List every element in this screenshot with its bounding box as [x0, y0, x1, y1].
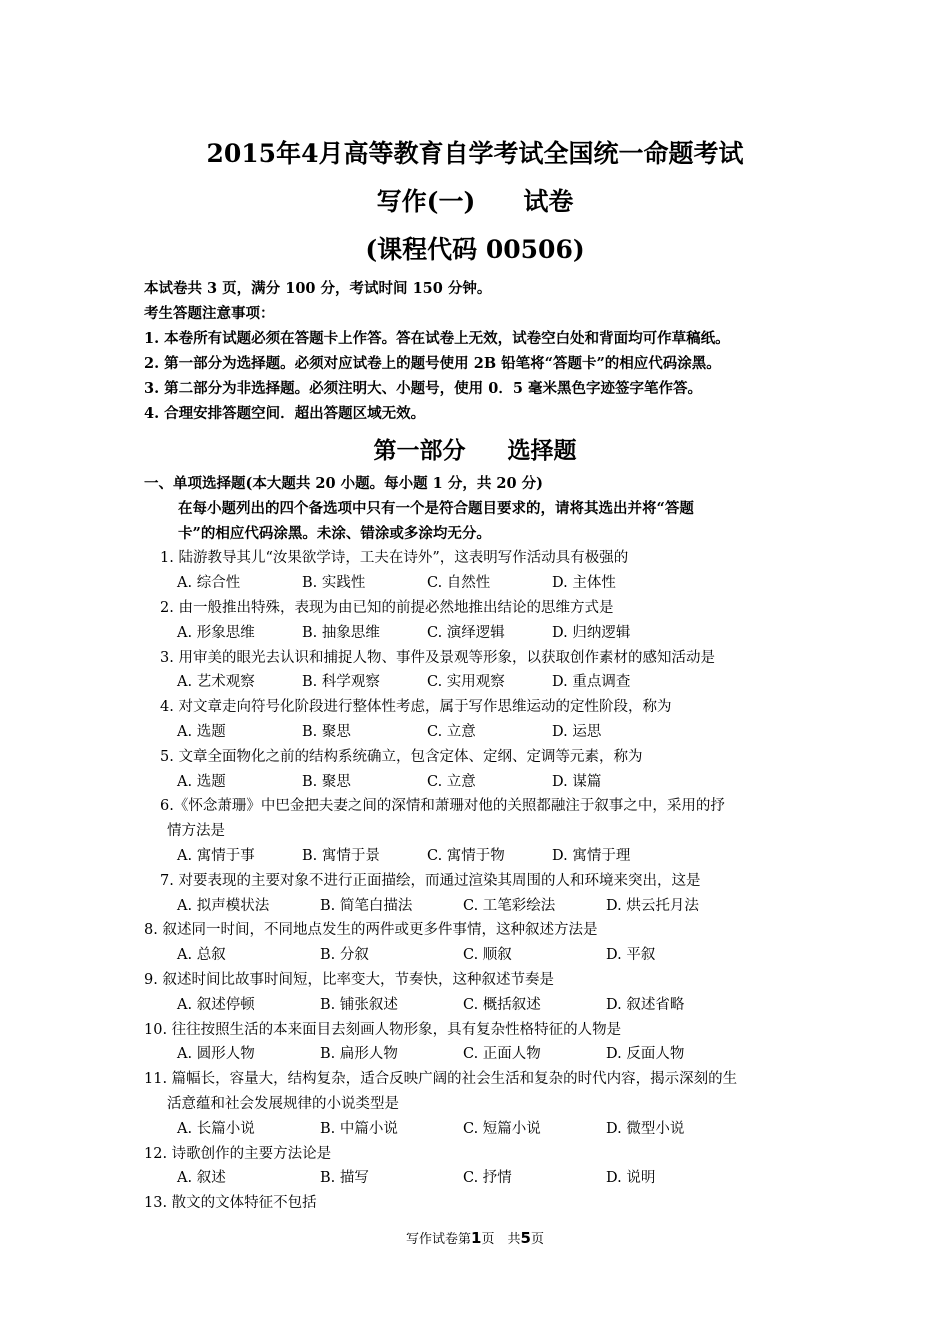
question-stem-continued: 情方法是 — [167, 823, 225, 840]
option: B. 描写 — [320, 1170, 369, 1187]
question-stem: 4. 对文章走向符号化阶段进行整体性考虑，属于写作思维运动的定性阶段，称为 — [160, 699, 672, 716]
notice-item: 3. 第二部分为非选择题。必须注明大、小题号，使用 0．5 毫米黑色字迹签字笔作答。 — [144, 380, 702, 397]
options-row — [144, 844, 824, 869]
paper-label: 试卷 — [523, 187, 574, 216]
option: B. 铺张叙述 — [320, 996, 398, 1013]
option: B. 聚思 — [302, 773, 351, 790]
footer-suffix: 页 — [530, 1232, 544, 1247]
page-number: 1 — [471, 1229, 482, 1247]
option: A. 圆形人物 — [177, 1046, 255, 1063]
option: D. 反面人物 — [606, 1046, 685, 1063]
option: C. 短篇小说 — [463, 1120, 541, 1137]
options-row — [144, 571, 824, 596]
option: B. 抽象思维 — [302, 624, 380, 641]
options-row — [144, 670, 824, 695]
option: D. 重点调查 — [552, 674, 631, 691]
option: B. 实践性 — [302, 575, 366, 592]
question-stem: 11. 篇幅长，容量大，结构复杂，适合反映广阔的社会生活和复杂的时代内容，揭示深刻的生 — [144, 1071, 738, 1088]
options-row — [144, 943, 824, 968]
option: D. 运思 — [552, 723, 602, 740]
options-row — [144, 894, 824, 919]
option: C. 演绎逻辑 — [427, 624, 505, 641]
footer-mid: 页 共 — [481, 1232, 521, 1247]
option: C. 工笔彩绘法 — [463, 897, 556, 914]
option: A. 寓情于事 — [177, 847, 255, 864]
question-stem: 3. 用审美的眼光去认识和捕捉人物、事件及景观等形象，以获取创作素材的感知活动是 — [160, 649, 715, 666]
options-row — [144, 1166, 824, 1191]
question-list — [144, 472, 824, 1216]
option: A. 选题 — [177, 723, 226, 740]
options-row — [144, 1117, 824, 1142]
option: D. 平叙 — [606, 947, 656, 964]
options-row — [144, 621, 824, 646]
option: B. 简笔白描法 — [320, 897, 413, 914]
question-stem: 12. 诗歌创作的主要方法论是 — [144, 1145, 332, 1162]
exam-title: 2015年4月高等教育自学考试全国统一命题考试 — [206, 139, 744, 168]
page-footer — [0, 1228, 950, 1247]
footer-prefix: 写作试卷第 — [406, 1232, 472, 1247]
notice-item: 2. 第一部分为选择题。必须对应试卷上的题号使用 2B 铅笔将“答题卡”的相应代码涂黑。 — [144, 355, 721, 372]
option: C. 正面人物 — [463, 1046, 541, 1063]
option: B. 聚思 — [302, 723, 351, 740]
option: A. 长篇小说 — [177, 1120, 255, 1137]
question-stem: 8. 叙述同一时间，不同地点发生的两件或更多件事情，这种叙述方法是 — [144, 922, 598, 939]
question-stem: 6.《怀念萧珊》中巴金把夫妻之间的深情和萧珊对他的关照都融注于叙事之中，采用的抒 — [160, 798, 725, 815]
instructions: 卡”的相应代码涂黑。未涂、错涂或多涂均无分。 — [178, 524, 491, 542]
option: B. 分叙 — [320, 947, 369, 964]
option: D. 归纳逻辑 — [552, 624, 631, 641]
option: D. 微型小说 — [606, 1120, 685, 1137]
option: A. 叙述 — [177, 1170, 226, 1187]
option: D. 说明 — [606, 1170, 656, 1187]
question-stem: 5. 文章全面物化之前的结构系统确立，包含定体、定纲、定调等元素，称为 — [160, 748, 643, 765]
subject-title — [0, 182, 950, 218]
options-row — [144, 720, 824, 745]
notice-heading: 考生答题注意事项： — [144, 305, 275, 322]
notice-item: 4. 合理安排答题空间．超出答题区域无效。 — [144, 405, 426, 422]
option: C. 立意 — [427, 723, 476, 740]
notice-summary: 本试卷共 3 页，满分 100 分，考试时间 150 分钟。 — [144, 280, 492, 297]
option: A. 形象思维 — [177, 624, 255, 641]
option: C. 立意 — [427, 773, 476, 790]
question-group-heading: 一、单项选择题(本大题共 20 小题。每小题 1 分，共 20 分) — [144, 475, 543, 492]
option: C. 抒情 — [463, 1170, 512, 1187]
option: C. 实用观察 — [427, 674, 505, 691]
option: D. 叙述省略 — [606, 996, 685, 1013]
option: B. 科学观察 — [302, 674, 380, 691]
subject-name: 写作(一) — [376, 187, 476, 216]
option: A. 艺术观察 — [177, 674, 255, 691]
option: C. 寓情于物 — [427, 847, 505, 864]
question-stem: 9. 叙述时间比故事时间短，比率变大，节奏快，这种叙述节奏是 — [144, 971, 554, 988]
course-code: (课程代码 00506) — [365, 235, 585, 264]
option: D. 主体性 — [552, 575, 616, 592]
question-stem: 2. 由一般推出特殊，表现为由已知的前提必然地推出结论的思维方式是 — [160, 599, 614, 616]
option: A. 拟声模状法 — [177, 897, 270, 914]
question-stem-continued: 活意蕴和社会发展规律的小说类型是 — [167, 1095, 399, 1112]
options-row — [144, 993, 824, 1018]
option: C. 顺叙 — [463, 947, 512, 964]
option: D. 寓情于理 — [552, 847, 631, 864]
option: C. 概括叙述 — [463, 996, 541, 1013]
total-pages: 5 — [520, 1229, 531, 1247]
option: B. 扁形人物 — [320, 1046, 398, 1063]
option: B. 中篇小说 — [320, 1120, 398, 1137]
question-stem: 1. 陆游教导其儿“汝果欲学诗，工夫在诗外”，这表明写作活动具有极强的 — [160, 550, 629, 567]
options-row — [144, 1042, 824, 1067]
question-stem: 13. 散文的文体特征不包括 — [144, 1195, 317, 1212]
option: A. 综合性 — [177, 575, 241, 592]
option: A. 选题 — [177, 773, 226, 790]
exam-notice — [144, 276, 824, 426]
instructions: 在每小题列出的四个备选项中只有一个是符合题目要求的，请将其选出并将“答题 — [178, 499, 694, 517]
option: A. 总叙 — [177, 947, 226, 964]
notice-item: 1. 本卷所有试题必须在答题卡上作答。答在试卷上无效，试卷空白处和背面均可作草稿纸。 — [144, 330, 730, 347]
question-stem: 10. 往往按照生活的本来面目去刻画人物形象，具有复杂性格特征的人物是 — [144, 1021, 622, 1038]
section-title — [0, 432, 950, 465]
option: D. 谋篇 — [552, 773, 602, 790]
option: C. 自然性 — [427, 575, 491, 592]
option: A. 叙述停顿 — [177, 996, 255, 1013]
option: B. 寓情于景 — [302, 847, 380, 864]
question-stem: 7. 对要表现的主要对象不进行正面描绘，而通过渲染其周围的人和环境来突出，这是 — [160, 872, 701, 889]
options-row — [144, 770, 824, 795]
part-title: 选择题 — [507, 437, 577, 464]
part-label: 第一部分 — [373, 437, 466, 464]
option: D. 烘云托月法 — [606, 897, 699, 914]
